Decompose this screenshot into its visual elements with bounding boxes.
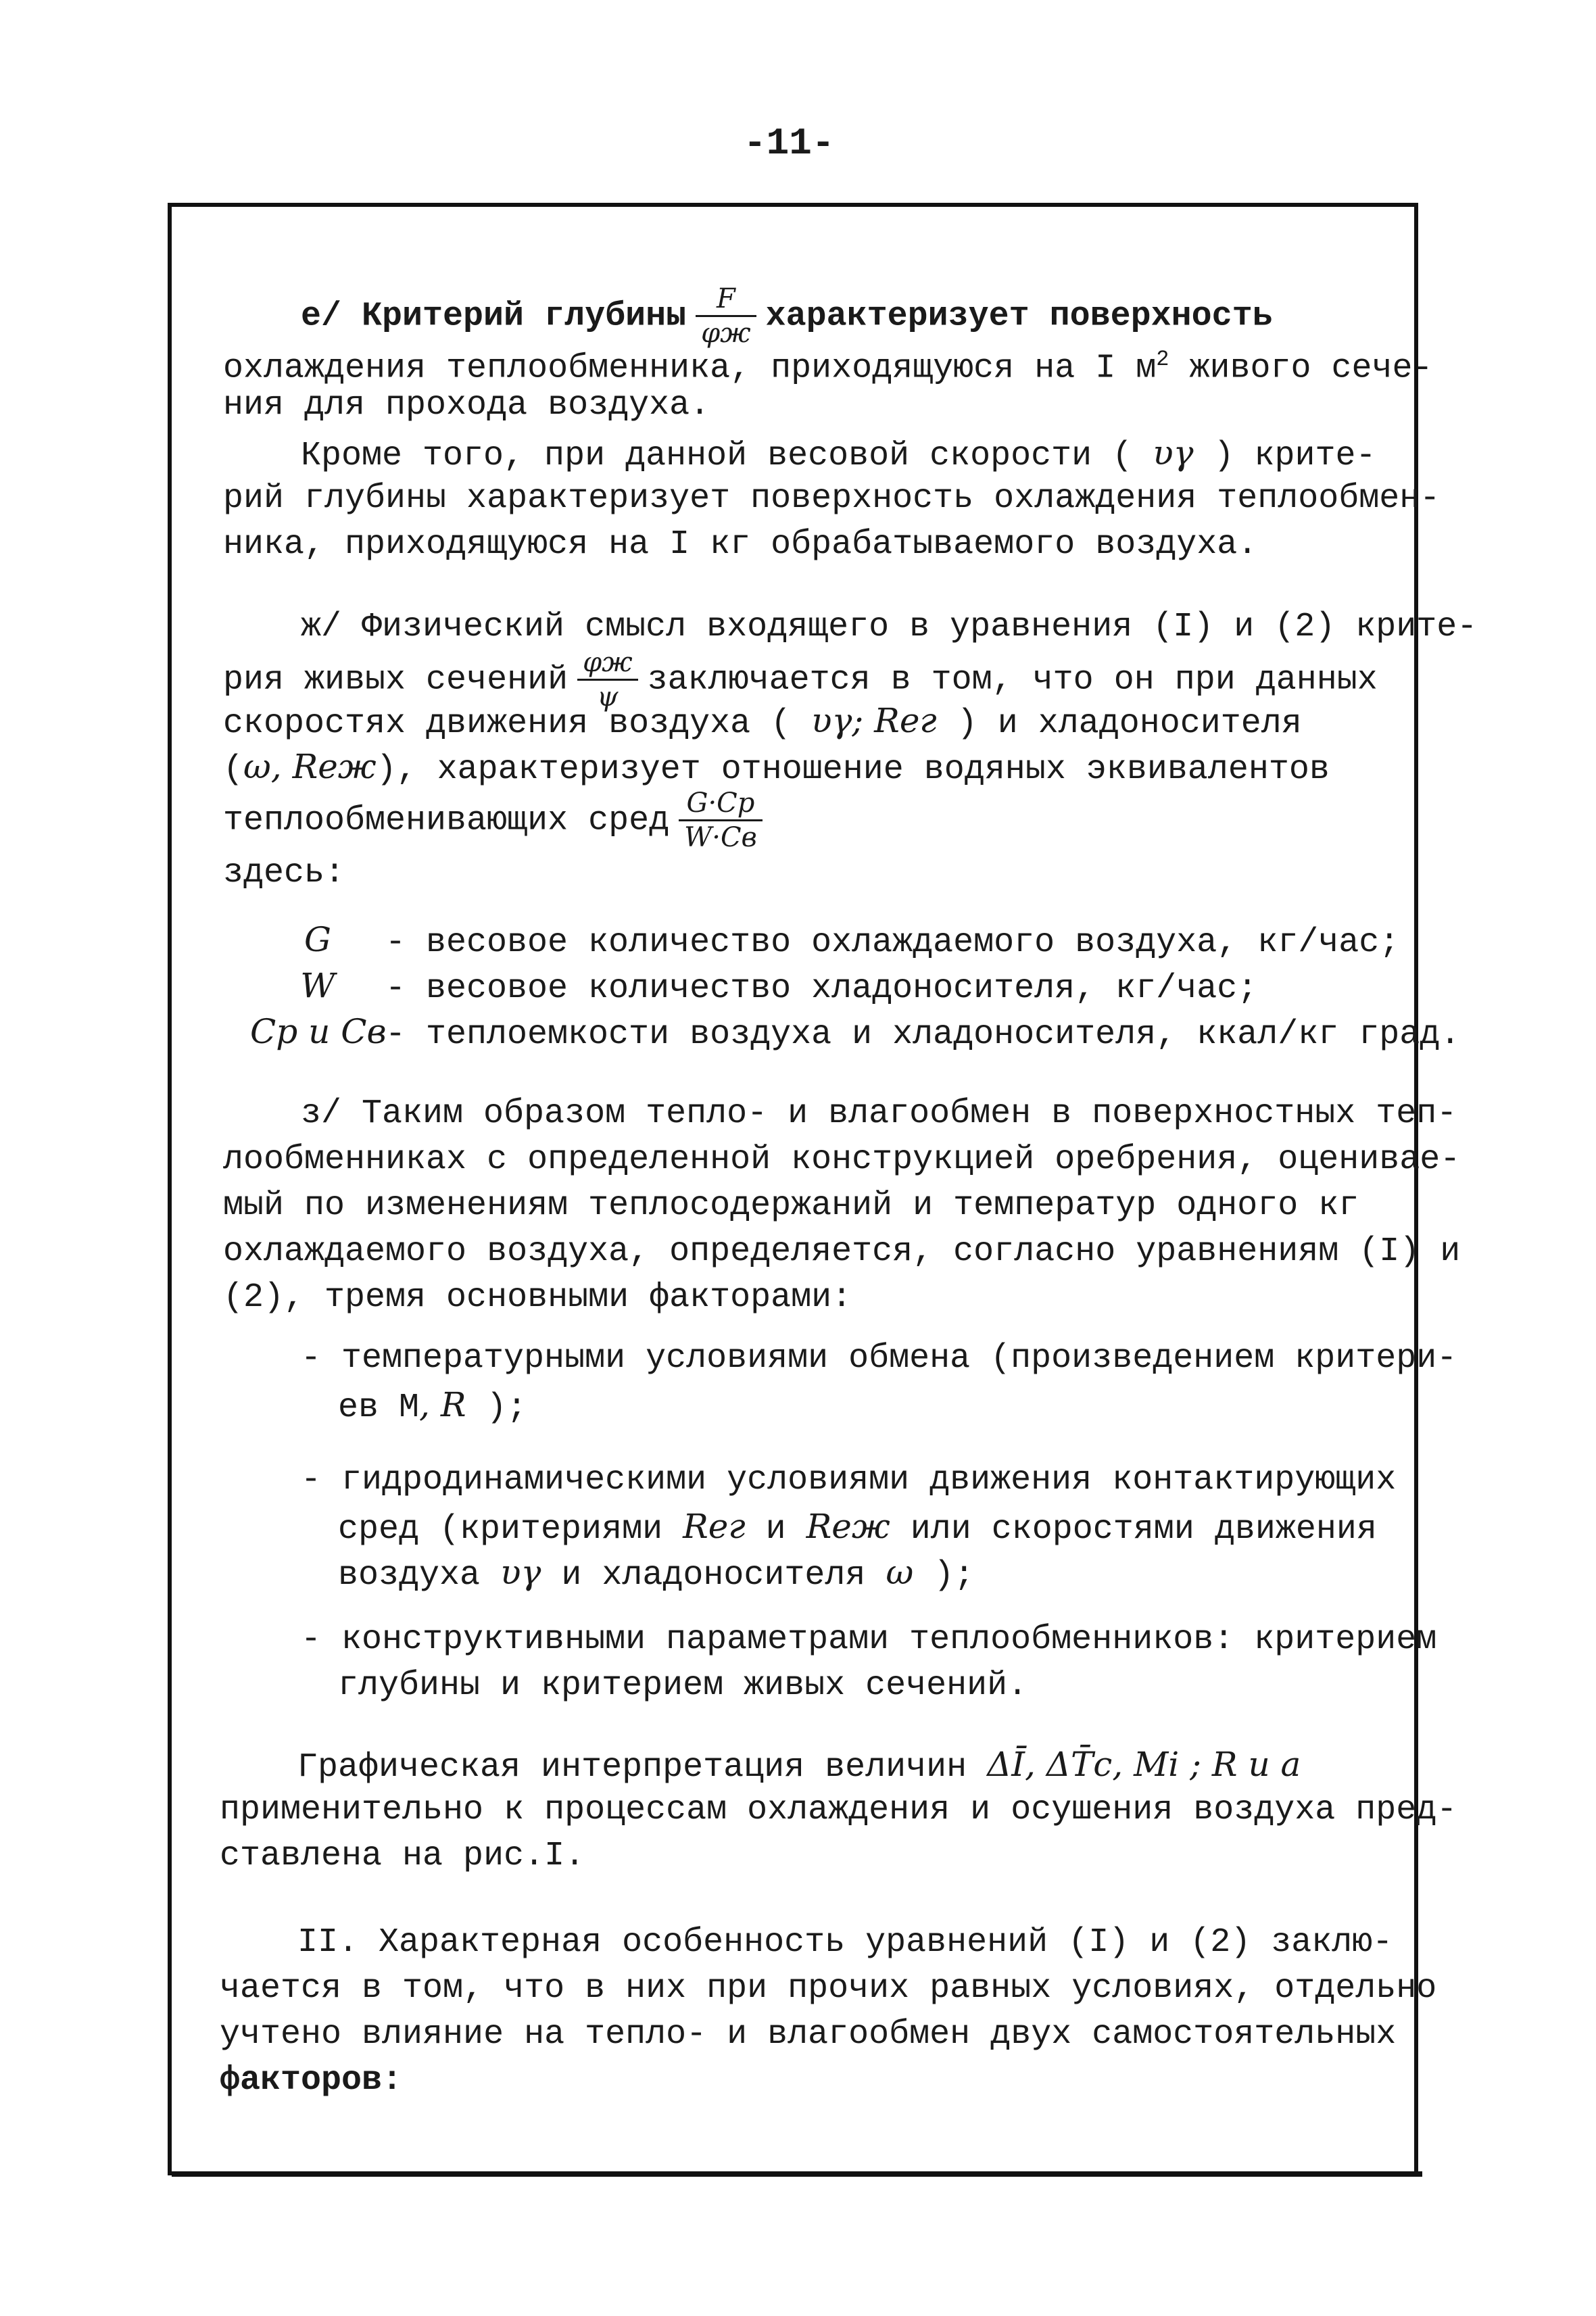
symbol-upsilon-gamma: υγ (1153, 433, 1194, 473)
para-z-line-4: охлаждаемого воздуха, определяется, согласно уравнениям (I) и (223, 1232, 1461, 1271)
fraction-phi-over-psi: $\frac{\varphi ж}{\psi}$ (577, 649, 637, 710)
para-z-line-2: лообменниках с определенной конструкцией оребрения, оценивае- (223, 1140, 1461, 1179)
para-graph-line-1: Графическая интерпретация величин ΔĪ, ΔT̄c, Mi ; R и a (297, 1745, 1301, 1787)
para-ii-line-2: чается в том, что в них при прочих равных условиях, отдельно (220, 1969, 1437, 2008)
bullet-3-line-2: глубины и критерием живых сечений. (338, 1666, 1028, 1705)
para-zh-line-4: (ω, Reж), характеризует отношение водяных эквивалентов (223, 747, 1330, 789)
bullet-2-line-3: воздуха υγ и хладоносителя ω ); (338, 1553, 975, 1595)
fraction-water-equivalents: $\frac{G\cdot Cp}{W\cdot Cв}$ (679, 790, 763, 851)
para-e-line-3: ния для прохода воздуха. (223, 386, 710, 425)
para-zh-line-3: скоростях движения воздуха ( υγ; Reг ) и хладоносителя (223, 701, 1302, 743)
para-e-line-2: охлаждения теплообменника, приходящуюся на I $м^2$ живого сече- (223, 347, 1433, 388)
bullet-1-line-2: ев М, R ); (338, 1385, 527, 1427)
para-e-line-1: е/ Критерий глубины $\frac{F}{\varphi ж}$ характеризует поверхность (301, 283, 1273, 349)
page-number: -11- (744, 122, 835, 165)
para-graph-line-3: ставлена на рис.I. (220, 1837, 585, 1875)
para-zh-line-5: теплообменивающих сред $\frac{G\cdot Cp}{W\cdot Cв}$ (223, 790, 772, 851)
para-z-line-1: з/ Таким образом тепло- и влагообмен в поверхностных теп- (301, 1094, 1457, 1133)
para-graph-line-2: применительно к процессам охлаждения и осушения воздуха пред- (220, 1791, 1457, 1829)
fraction-F-over-phi: $\frac{F}{\varphi ж}$ (696, 285, 756, 347)
bullet-1-line-1: - температурными условиями обмена (произведением критери- (301, 1339, 1457, 1378)
definition-Cp-Cv: Cp и Cв- теплоемкости воздуха и хладоносителя, ккал/кг град. (250, 1012, 1461, 1054)
para-zh-line-1: ж/ Физический смысл входящего в уравнения (I) и (2) крите- (301, 608, 1478, 646)
frame-shadow (172, 2171, 1422, 2177)
definition-W: W - весовое количество хладоносителя, кг/час; (300, 966, 1258, 1008)
para-ii-line-1: II. Характерная особенность уравнений (I) и (2) заклю- (297, 1923, 1393, 1962)
para-zh-line-2: рия живых сечений $\frac{\varphi ж}{\psi}$ заключается в том, что он при данных (223, 647, 1378, 713)
para-e2-line-2: рий глубины характеризует поверхность охлаждения теплообмен- (223, 479, 1441, 518)
para-e2-line-3: ника, приходящуюся на I кг обрабатываемого воздуха. (223, 525, 1258, 564)
para-e2-line-1: Кроме того, при данной весовой скорости ( υγ ) крите- (301, 433, 1376, 475)
bullet-2-line-2: сред (критериями Reг и Reж или скоростями движения (338, 1507, 1377, 1549)
para-ii-line-3: учтено влияние на тепло- и влагообмен двух самостоятельных (220, 2015, 1397, 2054)
bullet-3-line-1: - конструктивными параметрами теплообменников: критерием (301, 1620, 1437, 1659)
para-z-line-3: мый по изменениям теплосодержаний и температур одного кг (223, 1186, 1359, 1225)
para-z-line-5: (2), тремя основными факторами: (223, 1278, 852, 1317)
para-ii-line-4: факторов: (220, 2061, 403, 2100)
bullet-2-line-1: - гидродинамическими условиями движения контактирующих (301, 1461, 1397, 1499)
para-zh-line-6: здесь: (223, 854, 345, 892)
definition-G: G - весовое количество охлаждаемого воздуха, кг/час; (304, 920, 1400, 962)
